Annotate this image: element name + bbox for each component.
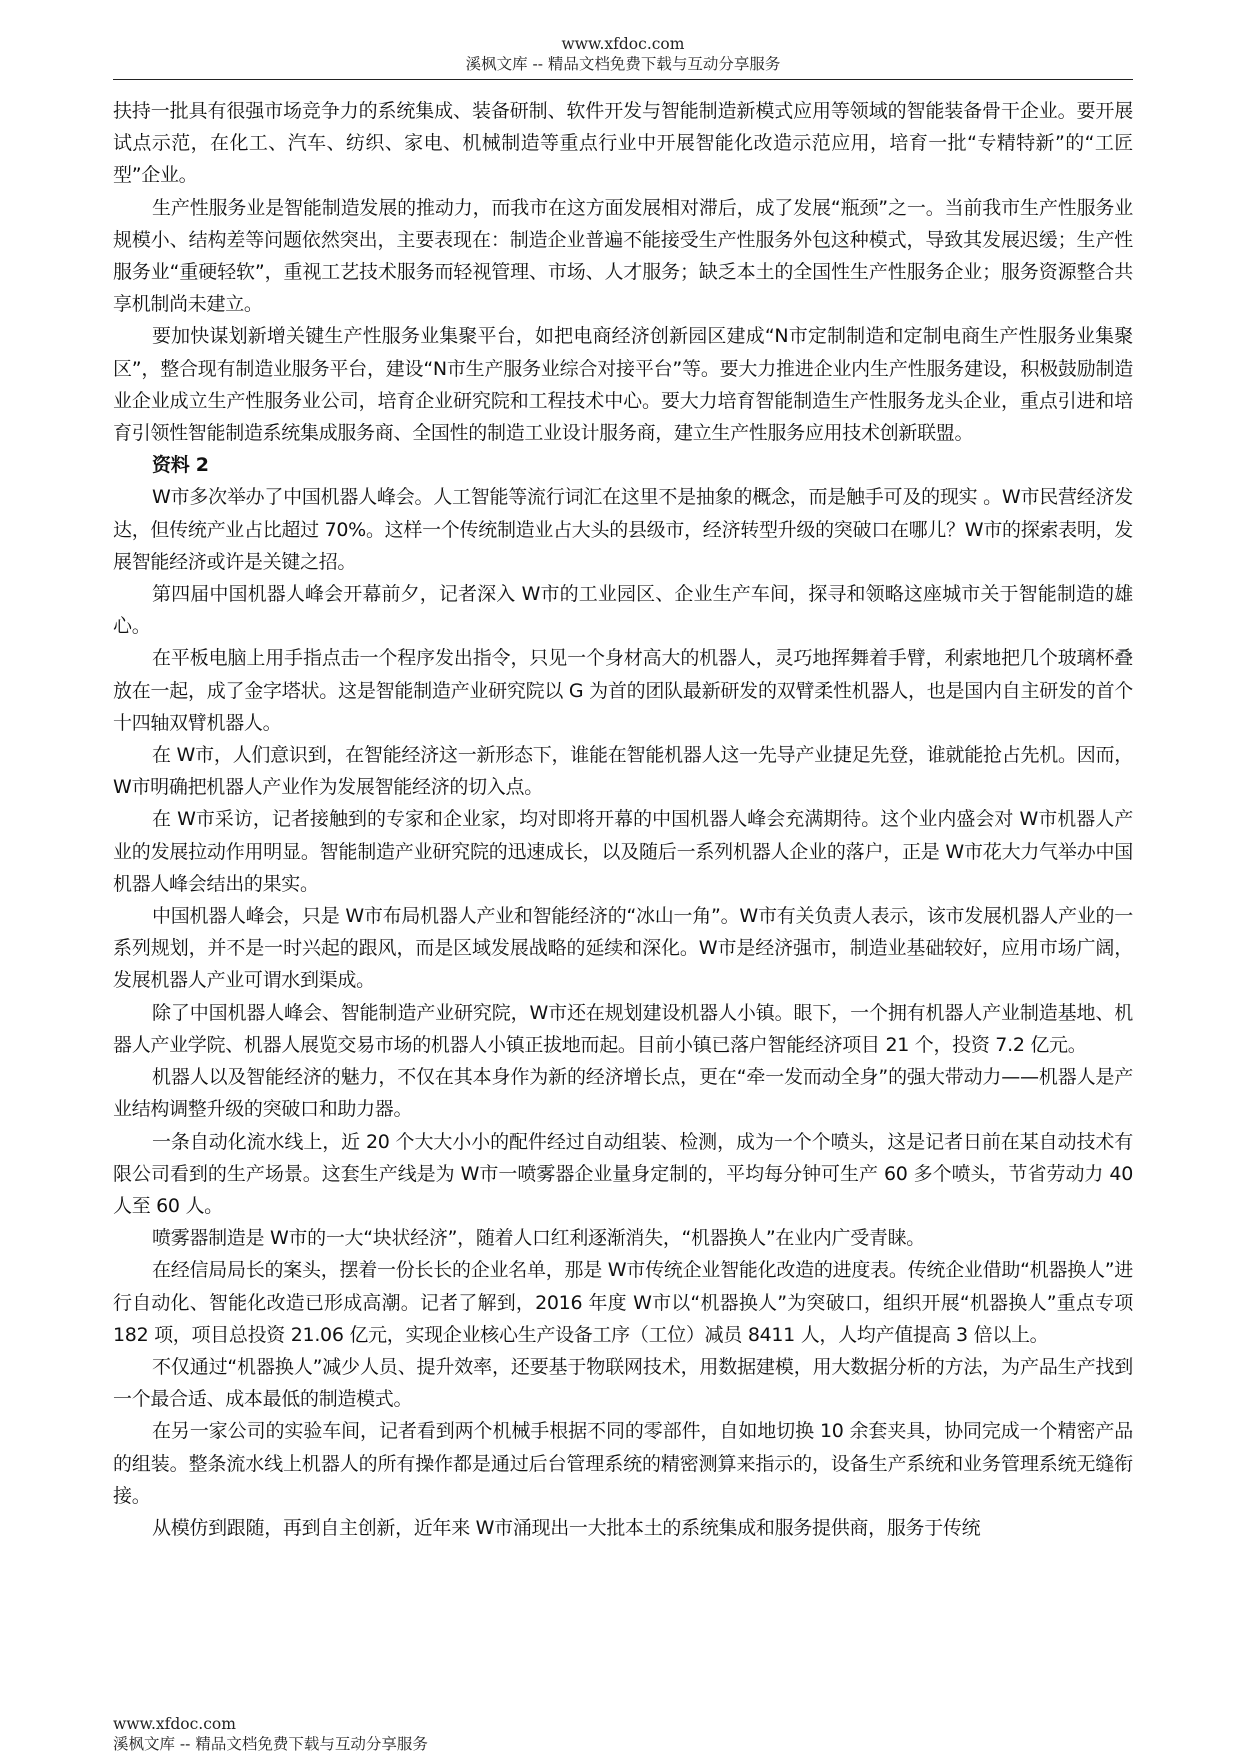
paragraph: 扶持一批具有很强市场竞争力的系统集成、装备研制、软件开发与智能制造新模式应用等领域的智能装备骨干企业。要开展试点示范，在化工、汽车、纺织、家电、机械制造等重点行业中开展智能化改造示范应用，培育一批“专精特新”的“工匠型”企业。: [113, 100, 1133, 187]
paragraph: 不仅通过“机器换人”减少人员、提升效率，还要基于物联网技术，用数据建模，用大数据分析的方法，为产品生产找到一个最合适、成本最低的制造模式。: [113, 1355, 1133, 1411]
paragraph: W市多次举办了中国机器人峰会。人工智能等流行词汇在这里不是抽象的概念，而是触手可及的现实 。W市民营经济发达，但传统产业占比超过 70%。这样一个传统制造业占大头的县级市，经济转型升级的突破口在哪儿？W市的探索表明，发展智能经济或许是关键之招。: [113, 486, 1133, 573]
paragraph: 除了中国机器人峰会、智能制造产业研究院，W市还在规划建设机器人小镇。眼下，一个拥有机器人产业制造基地、机器人产业学院、机器人展览交易市场的机器人小镇正拔地而起。目前小镇已落户智能经济项目 21 个，投资 7.2 亿元。: [113, 1001, 1133, 1056]
footer-site-url[interactable]: www.xfdoc.com: [113, 1715, 236, 1733]
paragraph: 在经信局局长的案头，摆着一份长长的企业名单，那是 W市传统企业智能化改造的进度表。传统企业借助“机器换人”进行自动化、智能化改造已形成高潮。记者了解到，2016 年度 W市以“机器换人”为突破口，组织开展“机器换人”重点专项 182 项，项目总投资 21.06 亿元，实现企业核心生产设备工序（工位）减员 8411 人，人均产值提高 3 倍以上。: [113, 1259, 1133, 1346]
paragraph: 在 W市采访，记者接触到的专家和企业家，均对即将开幕的中国机器人峰会充满期待。这个业内盛会对 W市机器人产业的发展拉动作用明显。智能制造产业研究院的迅速成长，以及随后一系列机器人企业的落户，正是 W市花大力气举办中国机器人峰会结出的果实。: [113, 808, 1133, 895]
page-header: [113, 34, 1133, 74]
paragraph: 机器人以及智能经济的魅力，不仅在其本身作为新的经济增长点，更在“牵一发而动全身”的强大带动力——机器人是产业结构调整升级的突破口和助力器。: [113, 1066, 1133, 1121]
header-divider: [113, 79, 1133, 80]
footer-site-tagline: 溪枫文库 -- 精品文档免费下载与互动分享服务: [113, 1735, 428, 1753]
header-site-tagline: 溪枫文库 -- 精品文档免费下载与互动分享服务: [465, 55, 781, 73]
paragraph: 第四届中国机器人峰会开幕前夕，记者深入 W市的工业园区、企业生产车间，探寻和领略这座城市关于智能制造的雄心。: [113, 583, 1133, 638]
paragraph: 中国机器人峰会，只是 W市布局机器人产业和智能经济的“冰山一角”。W市有关负责人表示，该市发展机器人产业的一系列规划，并不是一时兴起的跟风，而是区域发展战略的延续和深化。W市是经济强市，制造业基础较好，应用市场广阔，发展机器人产业可谓水到渠成。: [113, 905, 1133, 992]
paragraph: 生产性服务业是智能制造发展的推动力，而我市在这方面发展相对滞后，成了发展“瓶颈”之一。当前我市生产性服务业规模小、结构差等问题依然突出，主要表现在：制造企业普遍不能接受生产性服务外包这种模式，导致其发展迟缓；生产性服务业“重硬轻软”，重视工艺技术服务而轻视管理、市场、人才服务；缺乏本土的全国性生产性服务企业；服务资源整合共享机制尚未建立。: [113, 196, 1133, 316]
section-heading: 资料 2: [152, 454, 209, 477]
paragraph: 喷雾器制造是 W市的一大“块状经济”，随着人口红利逐渐消失，“机器换人”在业内广受青睐。: [152, 1227, 926, 1250]
page-footer: [113, 1714, 428, 1754]
document-body: [113, 95, 1133, 1544]
paragraph: 一条自动化流水线上，近 20 个大大小小的配件经过自动组装、检测，成为一个个喷头，这是记者日前在某自动技术有限公司看到的生产场景。这套生产线是为 W市一喷雾器企业量身定制的，平均每分钟可生产 60 多个喷头，节省劳动力 40 人至 60 人。: [113, 1130, 1133, 1217]
paragraph: 在平板电脑上用手指点击一个程序发出指令，只见一个身材高大的机器人，灵巧地挥舞着手臂，利索地把几个玻璃杯叠放在一起，成了金字塔状。这是智能制造产业研究院以 G 为首的团队最新研发的双臂柔性机器人，也是国内自主研发的首个十四轴双臂机器人。: [113, 647, 1133, 734]
paragraph: 在另一家公司的实验车间，记者看到两个机械手根据不同的零部件，自如地切换 10 余套夹具，协同完成一个精密产品的组装。整条流水线上机器人的所有操作都是通过后台管理系统的精密测算来指示的，设备生产系统和业务管理系统无缝衔接。: [113, 1420, 1133, 1507]
paragraph: 在 W市，人们意识到，在智能经济这一新形态下，谁能在智能机器人这一先导产业捷足先登，谁就能抢占先机。因而，W市明确把机器人产业作为发展智能经济的切入点。: [113, 744, 1133, 799]
paragraph: 要加快谋划新增关键生产性服务业集聚平台，如把电商经济创新园区建成“N市定制制造和定制电商生产性服务业集聚区”，整合现有制造业服务平台，建设“N市生产服务业综合对接平台”等。要大力推进企业内生产性服务建设，积极鼓励制造业企业成立生产性服务业公司，培育企业研究院和工程技术中心。要大力培育智能制造生产性服务龙头企业，重点引进和培育引领性智能制造系统集成服务商、全国性的制造工业设计服务商，建立生产性服务应用技术创新联盟。: [113, 325, 1133, 445]
header-site-url[interactable]: www.xfdoc.com: [561, 35, 685, 53]
paragraph: 从模仿到跟随，再到自主创新，近年来 W市涌现出一大批本土的系统集成和服务提供商，服务于传统: [152, 1516, 981, 1539]
